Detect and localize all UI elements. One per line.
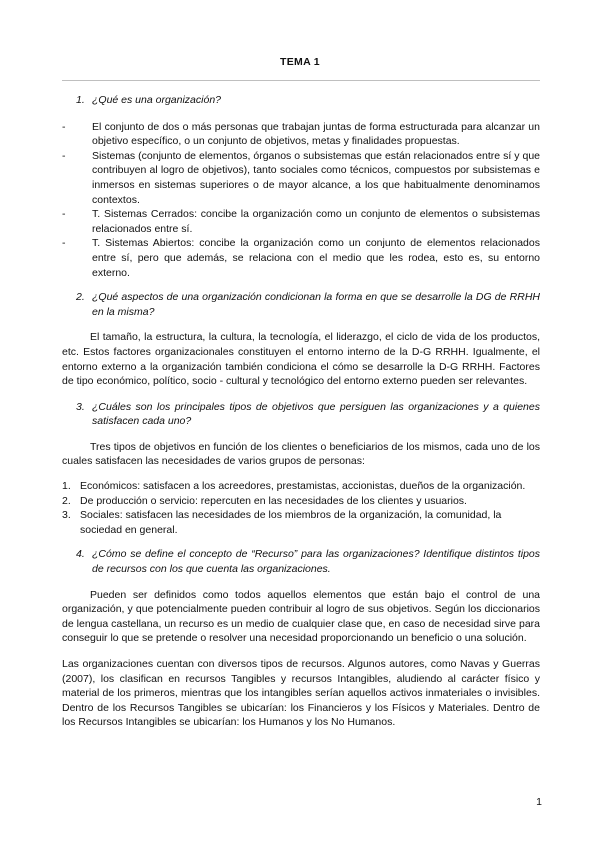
list-item (62, 479, 540, 494)
question-4-answer-paragraph-1: Pueden ser definidos como todos aquellos elementos que están bajo el control de una organización, y que potencialmente pueden contribuir al logro de sus objetivos. Según los diccionarios de lengua castellana, un recurso es un medio de cualquier clase que, en caso de necesidad sirve para conseguir lo que se pretende o resolver una necesidad proporcionando un beneficio o una solución. (62, 588, 540, 645)
question-3-objectives-list (62, 479, 540, 537)
question-1-answer-list (62, 120, 540, 281)
question-4-number: 4. (76, 548, 85, 561)
question-2-number: 2. (76, 291, 85, 304)
question-1-number: 1. (76, 94, 85, 106)
question-1 (62, 93, 540, 108)
title-divider (62, 80, 540, 81)
question-4-text: ¿Cómo se define el concepto de “Recurso” para las organizaciones? Identifique distintos tipos de recursos con los que cuenta las organizaciones. (92, 548, 540, 576)
question-2 (62, 290, 540, 319)
list-item-text: Sociales: satisfacen las necesidades de los miembros de la organización, la comunidad, la sociedad en general. (80, 509, 502, 536)
document-body (62, 93, 540, 730)
list-item-text: Económicos: satisfacen a los acreedores, prestamistas, accionistas, dueños de la organización. (80, 480, 526, 493)
page-number: 1 (536, 796, 542, 808)
list-item: - T. Sistemas Abiertos: concibe la organización como un conjunto de elementos relacionados entre sí, pero que además, se relaciona con el medio que les rodea, esto es, su entorno externo. (62, 236, 540, 280)
question-1-text: ¿Qué es una organización? (92, 94, 221, 106)
list-item (62, 494, 540, 509)
question-2-answer: El tamaño, la estructura, la cultura, la tecnología, el liderazgo, el ciclo de vida de los productos, etc. Estos factores organizacionales constituyen el entorno interno de la D-G RRHH. Igualmente, el entorno externo a la organización también condiciona el cómo se desarrolle la D-G RRHH. Factores de tipo económico, político, socio - cultural y tecnológico del entorno externo pueden ser relevantes. (62, 331, 540, 388)
list-item-number: 2. (62, 494, 71, 507)
list-item: - T. Sistemas Cerrados: concibe la organización como un conjunto de elementos o subsistemas relacionados entre sí. (62, 207, 540, 236)
list-item: - Sistemas (conjunto de elementos, órganos o subsistemas que están relacionados entre sí y que contribuyen al logro de objetivos), tanto sociales como técnicos, compuestos por subsistemas e inmersos en sistemas superiores o de mayor alcance, a los que habitualmente denominamos contextos. (62, 149, 540, 207)
question-3-intro: Tres tipos de objetivos en función de los clientes o beneficiarios de los mismos, cada uno de los cuales satisfacen las necesidades de varios grupos de personas: (62, 440, 540, 468)
question-4-answer-paragraph-2: Las organizaciones cuentan con diversos tipos de recursos. Algunos autores, como Navas y Guerras (2007), los clasifican en recursos Tangibles y recursos Intangibles, aludiendo al carácter físico y material de los primeros, mientras que los intangibles serían aquellos activos inmateriales o invisibles. Dentro de los Recursos Tangibles se ubicarían: los Financieros y los Físicos y Materiales. Dentro de los Recursos Intangibles se ubicarían: los Humanos y los No Humanos. (62, 658, 540, 729)
question-3 (62, 400, 540, 429)
page-title: TEMA 1 (280, 56, 320, 68)
question-3-number: 3. (76, 400, 85, 413)
list-item (62, 508, 540, 537)
question-3-text: ¿Cuáles son los principales tipos de objetivos que persiguen las organizaciones y a quienes satisfacen cada uno? (92, 400, 540, 428)
list-item-number: 3. (62, 509, 71, 522)
question-2-text: ¿Qué aspectos de una organización condicionan la forma en que se desarrolle la DG de RRHH en la misma? (92, 291, 540, 318)
list-item: - El conjunto de dos o más personas que trabajan juntas de forma estructurada para alcanzar un objetivo específico, o un conjunto de objetivos, metas y finalidades propuestas. (62, 120, 540, 149)
question-4 (62, 547, 540, 576)
list-item-text: De producción o servicio: repercuten en las necesidades de los clientes y usuarios. (80, 494, 467, 507)
list-item-number: 1. (62, 480, 71, 493)
